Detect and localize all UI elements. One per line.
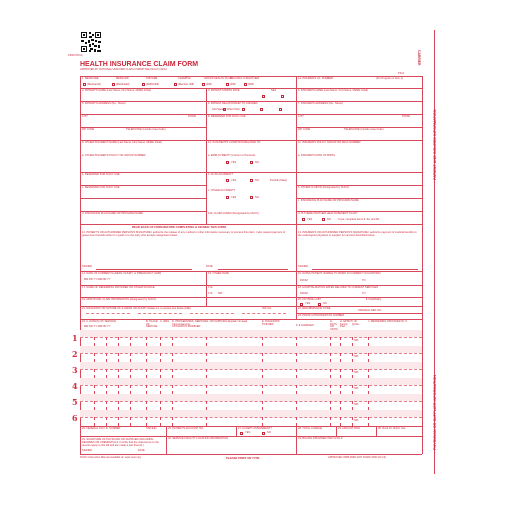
auto-no: NO [255, 179, 259, 182]
auto-no-checkbox[interactable] [250, 179, 253, 182]
group-plan-label: GROUP HEALTH PLAN [204, 77, 232, 80]
group-checkbox[interactable] [202, 83, 205, 86]
other-acc-yes-checkbox[interactable] [226, 196, 229, 199]
physician-signature-text: 31. SIGNATURE OF PHYSICIAN OR SUPPLIER INCLUDING DEGREES OR CREDENTIALS (I certify that the statements on the reverse apply to this bill and are made a part thereof.) [82, 438, 159, 448]
col-line [330, 401, 331, 410]
self-checkbox[interactable] [223, 108, 226, 111]
reserved-9c-label: c. RESERVED FOR NUCC USE [82, 186, 120, 189]
col-line [368, 337, 369, 346]
diag-line[interactable] [190, 313, 234, 314]
insured-id-label: 1a. INSURED'S I.D. NUMBER [298, 77, 333, 80]
other-insured-name-label: 9. OTHER INSURED'S NAME (Last Name, First Name, Middle Initial) [82, 141, 162, 144]
row-npi-label: NPI [354, 419, 359, 422]
col-24j-label: J. RENDERING PROVIDER ID. # [368, 320, 407, 323]
col-line [94, 417, 95, 426]
col-line [94, 337, 95, 346]
another-plan-no: NO [327, 218, 331, 221]
facility-location-label: 32. SERVICE FACILITY LOCATION INFORMATION [168, 437, 229, 440]
col-line [236, 426, 237, 436]
col-line [262, 353, 263, 362]
relationship-options: Self Spouse Child Other [212, 108, 240, 111]
col-line [296, 417, 297, 426]
auto-accident-label: b. AUTO ACCIDENT? [208, 173, 234, 176]
col-line [146, 353, 147, 362]
account-no-label: 26. PATIENT'S ACCOUNT NO. [168, 427, 204, 430]
col-line [336, 426, 337, 436]
medicaid-sub: (Medicaid#) [116, 83, 130, 86]
row-number: 2 [72, 349, 78, 359]
federal-tax-label: 25. FEDERAL TAX I.D. NUMBER [82, 427, 121, 430]
additional-claim-label: 19. ADDITIONAL CLAIM INFORMATION (Designated by NUCC) [82, 298, 157, 301]
row-number: 3 [72, 365, 78, 375]
claim-codes-label: 10d. CLAIM CODES (Designated by NUCC) [208, 212, 259, 215]
icd-ind-label: ICD Ind. [262, 307, 272, 310]
supplemental-band[interactable] [80, 346, 422, 353]
another-plan-label: d. IS THERE ANOTHER HEALTH BENEFIT PLAN? [298, 212, 358, 215]
supplemental-band[interactable] [80, 362, 422, 369]
place-state-label: PLACE (State) [270, 179, 288, 182]
col-line [296, 337, 297, 346]
employment-label: a. EMPLOYMENT? (Current or Previous) [208, 154, 256, 157]
col-line [368, 353, 369, 362]
col-line [352, 417, 353, 426]
patient-zip-label: ZIP CODE [82, 128, 95, 131]
col-line [146, 401, 147, 410]
col-line [130, 353, 131, 362]
col-line [130, 337, 131, 346]
other-policy-label: a. OTHER INSURED'S POLICY OR GROUP NUMBER [82, 154, 146, 157]
col-24f-label: F. $ CHARGES [296, 324, 314, 327]
diag-line[interactable] [86, 313, 130, 314]
patient-name-label: 2. PATIENT'S NAME (Last Name, First Name, Middle Initial) [82, 89, 151, 92]
medicare-sub: (Medicare#) [87, 83, 101, 86]
side-label-physician: PHYSICIAN OR SUPPLIER INFORMATION [433, 374, 437, 450]
col-line [206, 353, 207, 362]
col-line [330, 353, 331, 362]
group-sub: (ID#) [206, 83, 212, 86]
other-accident-label: c. OTHER ACCIDENT? [208, 189, 236, 192]
row-line [80, 369, 422, 370]
feca-sub: (ID#) [230, 83, 236, 86]
col-line [94, 369, 95, 378]
col-line [376, 426, 377, 436]
illness-date-label: 14. DATE OF CURRENT ILLNESS, INJURY, or PREGNANCY (LMP) [82, 272, 162, 275]
col-24c-label: C. EMG [160, 320, 170, 323]
lab-no: NO [323, 302, 327, 305]
patient-state-label: STATE [188, 115, 196, 118]
form-subtitle: APPROVED BY NATIONAL UNIFORM CLAIM COMMITTEE (NUCC) 02/12 [80, 68, 167, 71]
col-24b-label: B. PLACE OF SERVICE [146, 320, 158, 329]
unable-work-label: 16. DATES PATIENT UNABLE TO WORK IN CURRENT OCCUPATION [298, 272, 381, 275]
row-line [80, 436, 422, 437]
col-line [262, 337, 263, 346]
another-plan-yes: YES [307, 218, 313, 221]
reserved-8-label: 8. RESERVED FOR NUCC USE [208, 115, 246, 118]
ref-npi-label: NPI [218, 292, 223, 295]
col-line [330, 385, 331, 394]
condition-related-label: 10. IS PATIENT'S CONDITION RELATED TO: [208, 141, 262, 144]
insured-state-label: STATE [402, 115, 410, 118]
col-24a-mmddyy: MM DD YY MM DD YY [84, 325, 111, 328]
row-line [80, 114, 422, 115]
col-line [340, 369, 341, 378]
accept-assignment-label: 27. ACCEPT ASSIGNMENT? [238, 427, 272, 430]
other-checkbox[interactable] [244, 83, 247, 86]
lab-yes-checkbox[interactable] [300, 303, 303, 306]
row-line [80, 401, 422, 402]
patient-date-label: DATE [206, 265, 213, 268]
row-npi-label: NPI [354, 371, 359, 374]
relationship-label: 6. PATIENT RELATIONSHIP TO INSURED [208, 102, 258, 105]
col-line [94, 385, 95, 394]
unable-work-to: TO [362, 279, 366, 282]
col-line [118, 417, 119, 426]
col-line [296, 353, 297, 362]
col-line [206, 337, 207, 346]
outside-lab-label: 20. OUTSIDE LAB? [298, 298, 321, 301]
diagnosis-label: 21. DIAGNOSIS OR NATURE OF ILLNESS OR INJURY Relate A-L to service line below (24E) [82, 307, 191, 310]
physician-date-label: DATE [138, 449, 145, 452]
col-line [340, 353, 341, 362]
carrier-label: CARRIER [417, 50, 421, 66]
col-line [106, 337, 107, 346]
col-line [160, 417, 161, 426]
row-line [80, 385, 422, 386]
policy-group-label: 11. INSURED'S POLICY GROUP OR FECA NUMBER [298, 141, 361, 144]
medicare-label: 1. MEDICARE [82, 77, 99, 80]
col-line [262, 417, 263, 426]
insured-tel-label: TELEPHONE (Include Area Code) [344, 128, 384, 131]
employment-no-checkbox[interactable] [250, 161, 253, 164]
patient-date-line[interactable] [218, 269, 288, 270]
billing-provider-label: 33. BILLING PROVIDER INFO & PH # [298, 437, 343, 440]
row-npi-label: NPI [354, 339, 359, 342]
feca-checkbox[interactable] [226, 83, 229, 86]
col-line [368, 385, 369, 394]
side-label-patient: PATIENT AND INSURED INFORMATION [433, 109, 437, 180]
col-line [206, 369, 207, 378]
row-npi-label: NPI [354, 403, 359, 406]
reserved-9b-label: b. RESERVED FOR NUCC USE [82, 173, 120, 176]
tricare-checkbox[interactable] [142, 83, 145, 86]
row-line [80, 417, 422, 418]
col-24d-sub: CPT/HCPCS MODIFIER [172, 325, 201, 328]
col-line [352, 369, 353, 378]
qr-code-icon [80, 31, 102, 53]
supplemental-band[interactable] [80, 378, 422, 385]
auto-yes-checkbox[interactable] [226, 179, 229, 182]
col-24e-label: E. DIAGNOSIS POINTER [262, 320, 280, 326]
assign-yes-checkbox[interactable] [240, 432, 243, 435]
col-line [330, 369, 331, 378]
col-line [94, 401, 95, 410]
assign-yes: YES [245, 431, 251, 434]
col-line [130, 417, 131, 426]
row-npi-label: NPI [354, 387, 359, 390]
col-line [262, 369, 263, 378]
col-line [368, 369, 369, 378]
auto-yes: YES [231, 179, 237, 182]
insured-name-label: 4. INSURED'S NAME (Last Name, First Name, Middle Initial) [298, 89, 368, 92]
champva-label: CHAMPVA [178, 77, 191, 80]
ref-17b-label: 17b. [208, 292, 214, 295]
col-divider-physician [296, 271, 297, 319]
col-line [352, 337, 353, 346]
insured-address-label: 7. INSURED'S ADDRESS (No., Street) [298, 102, 343, 105]
col-line [146, 417, 147, 426]
hosp-to: TO [362, 292, 366, 295]
col-line [166, 426, 167, 454]
col-line [340, 417, 341, 426]
tricare-label: TRICARE [146, 77, 158, 80]
col-line [330, 417, 331, 426]
medicaid-checkbox[interactable] [112, 83, 115, 86]
amount-paid-label: 29. AMOUNT PAID [338, 427, 360, 430]
insured-id-note: (For Program in Item 1) [376, 77, 403, 80]
another-plan-no-checkbox[interactable] [322, 218, 325, 221]
sex-label: SEX [271, 89, 277, 92]
col-divider-mid-2 [206, 172, 207, 224]
col-line [172, 337, 173, 346]
col-line [146, 337, 147, 346]
col-line [118, 353, 119, 362]
diag-line[interactable] [138, 313, 182, 314]
col-line [106, 369, 107, 378]
insured-signature-line[interactable] [312, 269, 418, 270]
patient-city-label: CITY [82, 115, 88, 118]
ref-17a-label: 17a. [208, 286, 214, 289]
patient-signed-label: SIGNED [82, 265, 92, 268]
col-line [340, 337, 341, 346]
insurance-plan-label: c. INSURANCE PLAN NAME OR PROGRAM NAME [298, 199, 359, 202]
other-sub: (ID#) [248, 83, 254, 86]
row-line [80, 337, 422, 338]
sex-f-checkbox[interactable] [281, 95, 284, 98]
original-ref-label: ORIGINAL REF. NO. [358, 309, 382, 312]
another-plan-note: If yes, complete items 9, 9a, and 9d. [338, 218, 380, 221]
unable-work-from: FROM [300, 279, 308, 282]
other-acc-no-checkbox[interactable] [250, 196, 253, 199]
patient-signature-text: 12. PATIENT'S OR AUTHORIZED PERSON'S SIGNATURE I authorize the release of any medical or other information necessary to process this claim. I also request payment of government benefits either to myself or to the party who accepts assignment below. [82, 231, 286, 238]
another-plan-yes-checkbox[interactable] [302, 218, 305, 221]
col-line [130, 369, 131, 378]
col-divider-right [296, 76, 297, 271]
assign-no-checkbox[interactable] [262, 432, 265, 435]
medicaid-label: MEDICAID [116, 77, 129, 80]
col-line [340, 401, 341, 410]
col-line [340, 385, 341, 394]
other-label: OTHER [250, 77, 260, 80]
employment-yes: YES [231, 161, 237, 164]
referring-provider-label: 17. NAME OF REFERRING PROVIDER OR OTHER SOURCE [82, 286, 155, 289]
hosp-from: FROM [300, 292, 308, 295]
insured-city-label: CITY [298, 115, 304, 118]
col-line [172, 353, 173, 362]
col-divider-physician-mid [206, 271, 207, 306]
nucc-footer: NUCC Instruction Manual available at: www.nucc.org [80, 456, 141, 459]
col-line [146, 385, 147, 394]
tricare-sub: (ID#/DoD#) [146, 83, 160, 86]
col-line [106, 385, 107, 394]
employment-yes-checkbox[interactable] [226, 161, 229, 164]
row-line [80, 172, 422, 173]
col-line [262, 401, 263, 410]
other-rel-checkbox[interactable] [279, 108, 282, 111]
patient-address-label: 5. PATIENT'S ADDRESS (No., Street) [82, 102, 126, 105]
col-line [106, 401, 107, 410]
approved-footer: APPROVED OMB-0938-1197 FORM 1500 (02-12) [328, 456, 387, 459]
sex-m-checkbox[interactable] [262, 95, 265, 98]
col-24g-label: G. DAYS OR [330, 320, 337, 329]
diag-line[interactable] [242, 313, 286, 314]
claim-form-sheet [66, 30, 437, 474]
resubmission-label: 22. RESUBMISSION CODE [298, 307, 331, 310]
col-24h-label: H. EPSDT Family Plan [340, 320, 352, 329]
col-line [206, 385, 207, 394]
pica-left-label: PICA [75, 53, 83, 57]
col-line [262, 385, 263, 394]
ssn-ein-label: SSN EIN [146, 427, 157, 430]
insured-signature-text: 13. INSURED'S OR AUTHORIZED PERSON'S SIGNATURE I authorize payment of medical benefits to the undersigned physician or supplier for services described below. [298, 231, 417, 238]
assign-no: NO [267, 431, 271, 434]
row-line [80, 353, 422, 354]
col-line [160, 401, 161, 410]
total-charge-label: 28. TOTAL CHARGE [298, 427, 323, 430]
bottom-border [80, 454, 422, 455]
col-line [160, 353, 161, 362]
col-line [206, 417, 207, 426]
other-date-label: 15. OTHER DATE [208, 272, 229, 275]
col-line [296, 385, 297, 394]
patient-tel-label: TELEPHONE (Include Area Code) [126, 128, 166, 131]
col-line [130, 385, 131, 394]
supplemental-band[interactable] [80, 394, 422, 401]
birth-date-label: 3. PATIENT'S BIRTH DATE [208, 89, 240, 92]
champva-checkbox[interactable] [174, 83, 177, 86]
insured-signed-label: SIGNED [298, 265, 308, 268]
hospitalization-label: 18. HOSPITALIZATION DATES RELATED TO CURRENT SERVICES [298, 286, 379, 289]
patient-signature-line[interactable] [96, 269, 192, 270]
col-line [118, 369, 119, 378]
insured-dob-label: a. INSURED'S DATE OF BIRTH [298, 154, 336, 157]
col-line [352, 353, 353, 362]
pica-right-label: PICA [398, 72, 405, 75]
form-title: HEALTH INSURANCE CLAIM FORM [80, 61, 199, 68]
insured-zip-label: ZIP CODE [298, 128, 311, 131]
col-line [118, 401, 119, 410]
other-acc-no: NO [255, 196, 259, 199]
right-border [422, 76, 423, 454]
print-type-footer: PLEASE PRINT OR TYPE [226, 456, 260, 460]
col-line [106, 353, 107, 362]
champva-sub: (Member ID#) [178, 83, 194, 86]
col-line [206, 401, 207, 410]
col-line [352, 385, 353, 394]
col-line [296, 369, 297, 378]
row-number: 4 [72, 381, 78, 391]
col-line [146, 369, 147, 378]
row-line [80, 198, 206, 199]
col-line [118, 385, 119, 394]
col-line [330, 337, 331, 346]
col-24i-label: I. ID. QUAL. [352, 320, 360, 326]
employment-no: NO [255, 161, 259, 164]
feca-label: FECA BLK LUNG [230, 77, 251, 80]
child-checkbox[interactable] [260, 108, 263, 111]
col-line [160, 337, 161, 346]
row-npi-label: NPI [354, 355, 359, 358]
col-line [368, 401, 369, 410]
col-24d-label: D. PROCEDURES, SERVICES, OR SUPPLIES (Explain Unusual Circumstances) [172, 320, 248, 326]
col-line [160, 369, 161, 378]
other-plan-name-label: d. INSURANCE PLAN NAME OR PROGRAM NAME [82, 212, 143, 215]
row-number: 1 [72, 333, 78, 343]
supplemental-band[interactable] [80, 330, 422, 337]
rsvd-nucc-label: 30. Rsvd for NUCC Use [378, 427, 406, 430]
col-line [172, 385, 173, 394]
supplemental-band[interactable] [80, 410, 422, 417]
col-line [172, 401, 173, 410]
col-line [172, 417, 173, 426]
col-line [368, 417, 369, 426]
physician-signed-label: SIGNED [82, 449, 92, 452]
row-number: 5 [72, 397, 78, 407]
col-line [296, 426, 297, 454]
col-line [160, 385, 161, 394]
col-line [106, 417, 107, 426]
row-number: 6 [72, 413, 78, 423]
lab-no-checkbox[interactable] [318, 303, 321, 306]
col-line [94, 353, 95, 362]
spouse-checkbox[interactable] [242, 108, 245, 111]
col-24a-label: 24. A. DATE(S) OF SERVICE [82, 320, 116, 323]
read-back-notice: READ BACK OF FORM BEFORE COMPLETING & SIGNING THIS FORM. [132, 225, 227, 229]
col-line [172, 369, 173, 378]
other-claim-id-label: b. OTHER CLAIM ID (Designated by NUCC) [298, 186, 350, 189]
pica-number: 1500 [68, 53, 75, 57]
prior-auth-label: 23. PRIOR AUTHORIZATION NUMBER [298, 314, 345, 317]
col-line [118, 337, 119, 346]
lab-yes: YES [305, 302, 311, 305]
other-acc-yes: YES [231, 196, 237, 199]
col-line [296, 401, 297, 410]
pica-code-left [68, 54, 83, 57]
col-line [130, 401, 131, 410]
medicare-checkbox[interactable] [83, 83, 86, 86]
col-line [352, 401, 353, 410]
outside-lab-charges: $ CHARGES [366, 298, 381, 301]
illness-date-mmddyy: MM DD YY MM DD YY [84, 278, 111, 281]
